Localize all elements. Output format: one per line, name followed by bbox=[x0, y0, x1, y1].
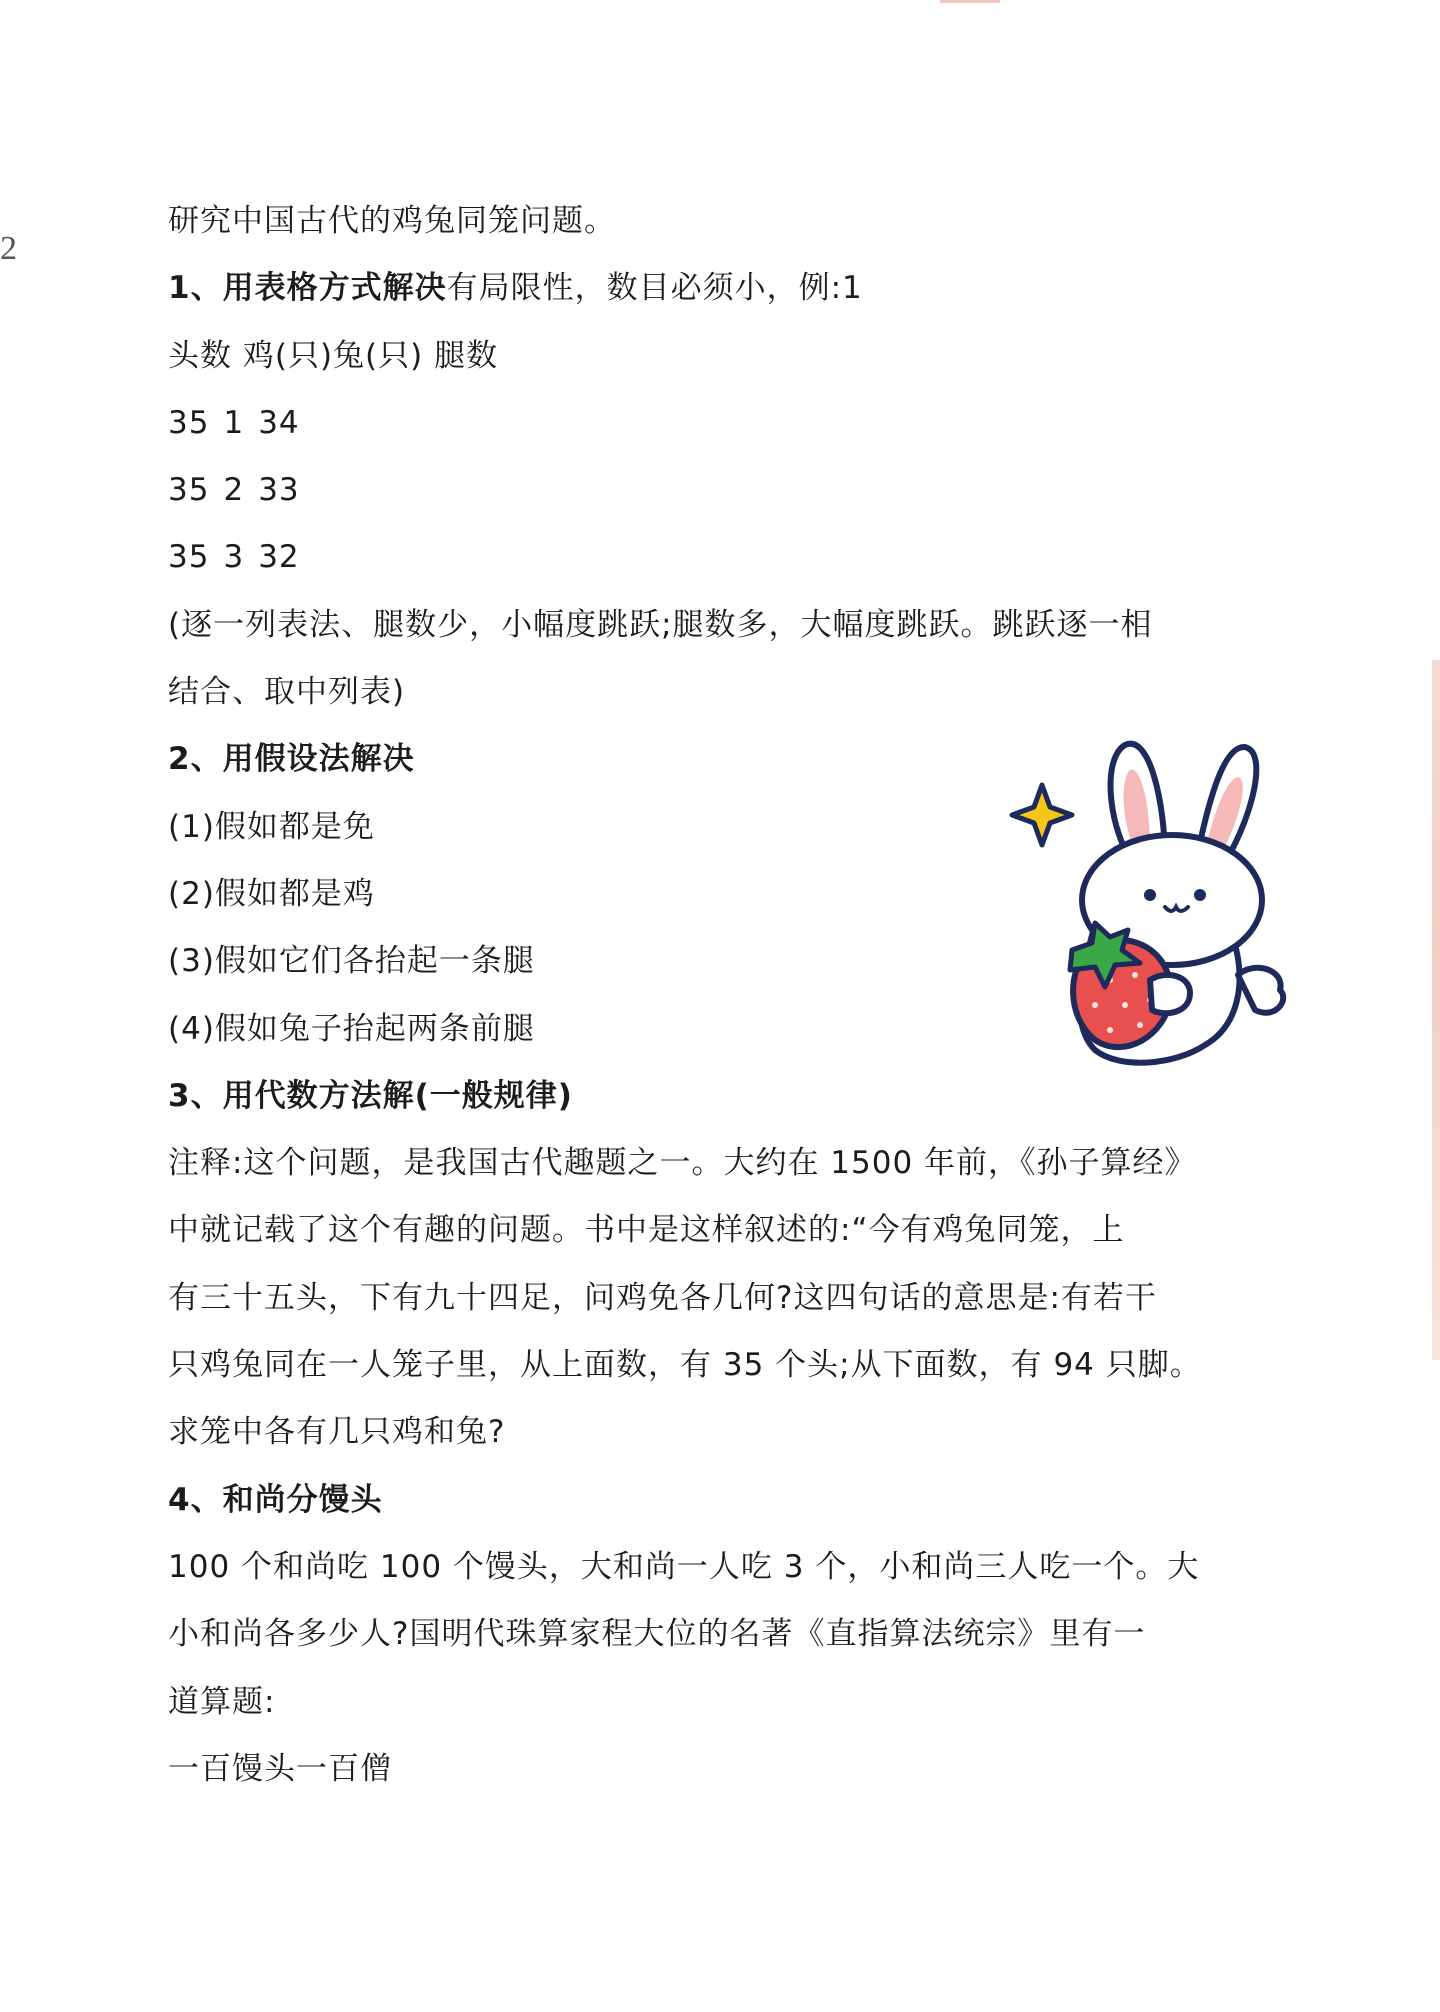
table-row bbox=[168, 457, 1288, 524]
table-cell: 3 bbox=[223, 539, 245, 576]
table-header: 头数 鸡(只)兔(只) 腿数 bbox=[168, 337, 499, 374]
paragraph-line: 小和尚各多少人?国明代珠算家程大位的名著《直指算法统宗》里有一 bbox=[168, 1616, 1146, 1653]
paragraph-line: 中就记载了这个有趣的问题。书中是这样叙述的:“今有鸡兔同笼，上 bbox=[168, 1212, 1125, 1249]
list-item: (2)假如都是鸡 bbox=[168, 875, 375, 912]
paragraph-line: 一百馒头一百僧 bbox=[168, 1750, 392, 1787]
table-row bbox=[168, 390, 1288, 457]
scan-artifact bbox=[940, 0, 1000, 3]
section-3-heading: 3、用代数方法解(一般规律) bbox=[168, 1077, 573, 1114]
rabbit-paw bbox=[1150, 975, 1190, 1013]
section-1-heading: 1、用表格方式解决 bbox=[168, 270, 447, 307]
note-line: 结合、取中列表) bbox=[168, 674, 406, 711]
sparkle-icon bbox=[1012, 785, 1072, 845]
scan-edge-strip bbox=[1432, 660, 1440, 1360]
table-cell: 1 bbox=[223, 404, 245, 441]
paragraph-line: 道算题: bbox=[168, 1683, 276, 1720]
rabbit-with-strawberry-icon bbox=[1000, 725, 1300, 1070]
table-cell: 35 bbox=[168, 472, 210, 509]
paragraph-line: 100 个和尚吃 100 个馒头，大和尚一人吃 3 个，小和尚三人吃一个。大 bbox=[168, 1548, 1200, 1585]
table-cell: 34 bbox=[258, 404, 300, 441]
edge-mark: 2 bbox=[0, 230, 17, 267]
list-item: (1)假如都是免 bbox=[168, 808, 375, 845]
rabbit-tail bbox=[1238, 968, 1283, 1013]
paragraph-line: 注释:这个问题，是我国古代趣题之一。大约在 1500 年前，《孙子算经》 bbox=[168, 1145, 1197, 1182]
table-cell: 35 bbox=[168, 404, 210, 441]
section-2-heading: 2、用假设法解决 bbox=[168, 741, 415, 778]
list-item: (4)假如兔子抬起两条前腿 bbox=[168, 1010, 535, 1047]
table-cell: 35 bbox=[168, 539, 210, 576]
intro-line: 研究中国古代的鸡兔同笼问题。 bbox=[168, 203, 616, 239]
section-1-line bbox=[168, 255, 1288, 322]
table-row bbox=[168, 524, 1288, 591]
paragraph-line: 有三十五头，下有九十四足，问鸡免各几何?这四句话的意思是:有若干 bbox=[168, 1279, 1157, 1316]
paragraph-line: 只鸡兔同在一人笼子里，从上面数，有 35 个头;从下面数，有 94 只脚。 bbox=[168, 1347, 1202, 1384]
section-4-heading: 4、和尚分馒头 bbox=[168, 1481, 383, 1518]
table-cell: 33 bbox=[258, 472, 300, 509]
table-cell: 32 bbox=[258, 539, 300, 576]
list-item: (3)假如它们各抬起一条腿 bbox=[168, 943, 535, 980]
note-line: (逐一列表法、腿数少，小幅度跳跃;腿数多，大幅度跳跃。跳跃逐一相 bbox=[168, 606, 1153, 643]
table-cell: 2 bbox=[223, 472, 245, 509]
paragraph-line: 求笼中各有几只鸡和兔? bbox=[168, 1414, 506, 1451]
section-1-text: 有局限性，数目必须小，例:1 bbox=[446, 270, 863, 307]
